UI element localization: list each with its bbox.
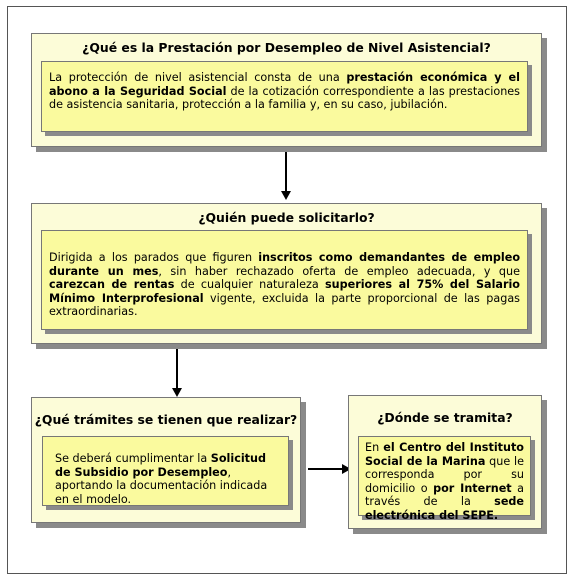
box-what-is-title: ¿Qué es la Prestación por Desempleo de Nivel Asistencial? [82, 40, 491, 55]
arrow-2 [176, 349, 178, 389]
box-who-can [31, 203, 542, 344]
arrow-1-head [281, 191, 291, 200]
box-where-body: En el Centro del Instituto Social de la Marina que le corresponda por su domicilio o por Internet a través de la sede electrónica del SEPE. [358, 436, 531, 516]
box-procedures-body: Se deberá cumplimentar la Solicitud de Subsidio por Desempleo, aportando la documentación indicada en el modelo. [42, 436, 289, 506]
box-what-is [31, 33, 542, 147]
arrow-3 [308, 468, 344, 470]
box-procedures-title: ¿Qué trámites se tienen que realizar? [34, 412, 298, 427]
box-where [348, 395, 542, 529]
box-who-can-body: Dirigida a los parados que figuren inscritos como demandantes de empleo durante un mes, sin haber rechazado oferta de empleo adecuada, y que carezcan de rentas de cualquier naturaleza superiores al 75% del Salario Mínimo Interprofesional vigente, excluida la parte proporcional de las pagas extraordinarias. [41, 230, 528, 330]
box-what-is-body: La protección de nivel asistencial consta de una prestación económica y el abono a la Seguridad Social de la cotización correspondiente a las prestaciones de asistencia sanitaria, protección a la familia y, en su caso, jubilación. [41, 61, 528, 132]
box-procedures [31, 397, 301, 523]
arrow-2-head [172, 388, 182, 397]
box-who-can-title: ¿Quién puede solicitarlo? [198, 210, 375, 225]
box-where-title: ¿Dónde se tramita? [377, 410, 513, 425]
arrow-1 [285, 152, 287, 192]
